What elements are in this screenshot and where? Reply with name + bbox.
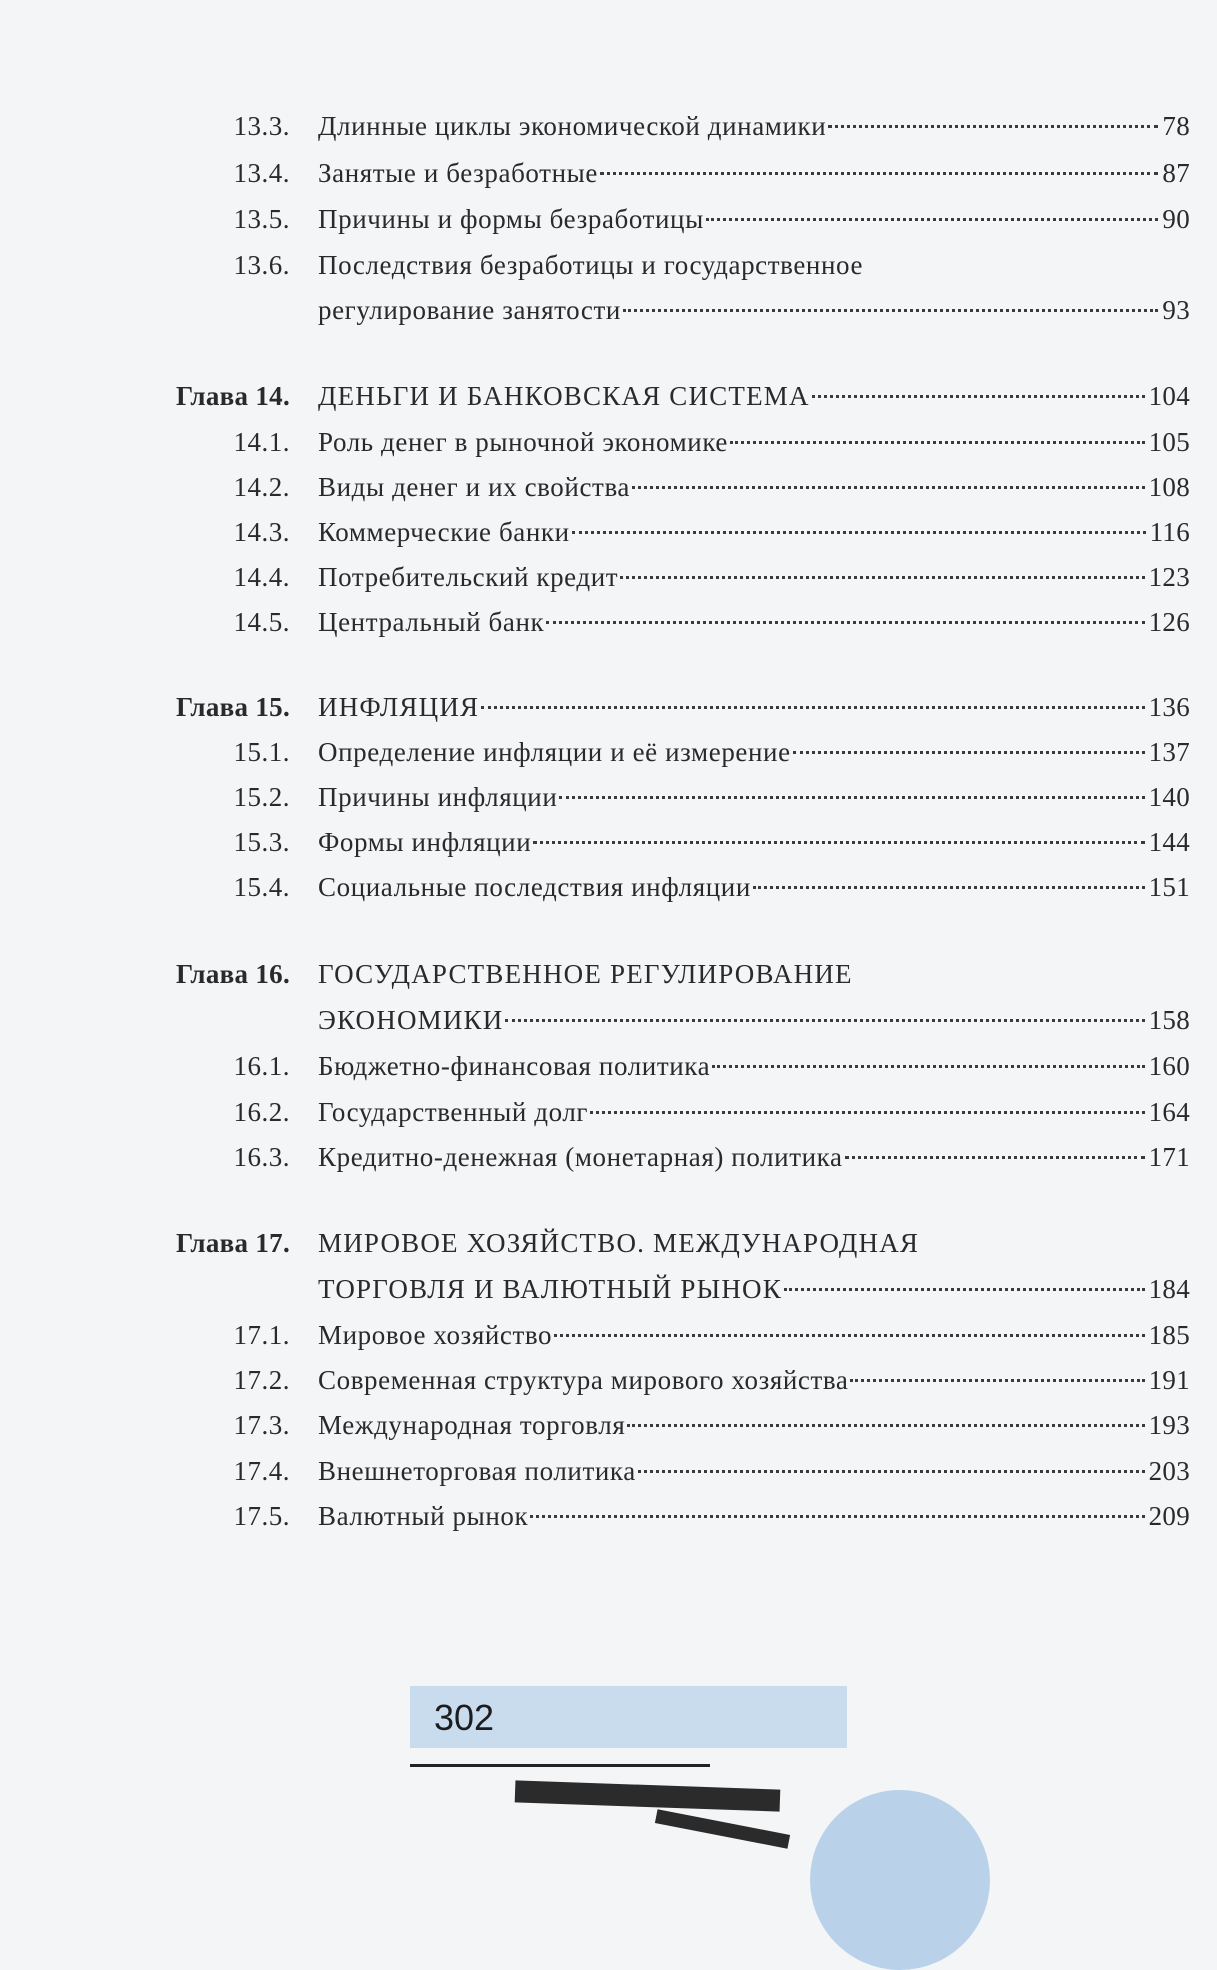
dot-leader	[600, 172, 1158, 175]
toc-entry	[0, 1405, 1217, 1445]
section-title: Государственный долг	[318, 1097, 589, 1127]
section-title: Международная торговля	[318, 1410, 626, 1440]
section-title: Мировое хозяйство	[318, 1320, 553, 1350]
page-ref: 123	[1148, 562, 1190, 592]
page-ref: 87	[1162, 158, 1190, 188]
dot-leader	[590, 1111, 1145, 1114]
toc-entry-body	[318, 822, 1190, 862]
page-ref: 160	[1148, 1051, 1190, 1081]
dot-leader	[753, 886, 1145, 889]
section-title: Длинные циклы экономической динамики	[318, 111, 827, 141]
page-ref: 203	[1148, 1456, 1190, 1486]
section-number: 13.3.	[233, 111, 290, 141]
dot-leader	[559, 796, 1144, 799]
dot-leader	[632, 486, 1145, 489]
page-ref: 144	[1148, 827, 1190, 857]
section-title: Коммерческие банки	[318, 517, 570, 547]
section-title: Занятые и безработные	[318, 158, 598, 188]
toc-entry-body	[318, 1405, 1190, 1445]
toc-entry-body	[318, 422, 1190, 462]
dot-leader	[554, 1334, 1144, 1337]
dot-leader	[730, 441, 1145, 444]
toc-entry-body	[318, 199, 1190, 239]
toc-entry-body	[318, 376, 1190, 416]
dot-leader	[812, 395, 1145, 398]
section-title: Бюджетно-финансовая политика	[318, 1051, 711, 1081]
section-title: Кредитно-денежная (монетарная) политика	[318, 1142, 843, 1172]
dot-leader	[533, 841, 1144, 844]
chapter-title: ГОСУДАРСТВЕННОЕ РЕГУЛИРОВАНИЕ	[318, 959, 853, 989]
section-number: 17.1.	[233, 1320, 290, 1350]
toc-entry-body	[318, 1451, 1190, 1491]
dot-leader	[850, 1379, 1144, 1382]
section-title: Формы инфляции	[318, 827, 532, 857]
toc-entry-body	[318, 245, 1190, 285]
page-ref: 191	[1148, 1365, 1190, 1395]
page-ref: 105	[1148, 427, 1190, 457]
dot-leader	[706, 218, 1159, 221]
toc-entry-body	[318, 557, 1190, 597]
dot-leader	[620, 576, 1144, 579]
page-ref: 93	[1162, 295, 1190, 325]
decorative-circle	[810, 1790, 990, 1970]
section-number: 17.5.	[233, 1501, 290, 1531]
section-number: 14.5.	[233, 607, 290, 637]
page-ref: 78	[1162, 111, 1190, 141]
toc-entry-body	[318, 1315, 1190, 1355]
toc-entry	[0, 1496, 1217, 1536]
toc-entry	[0, 245, 1217, 285]
toc-entry	[0, 777, 1217, 817]
toc-entry	[0, 512, 1217, 552]
section-number: 15.2.	[233, 782, 290, 812]
toc-entry	[0, 557, 1217, 597]
section-number: 14.4.	[233, 562, 290, 592]
page-ref: 116	[1149, 517, 1190, 547]
section-title: Виды денег и их свойства	[318, 472, 631, 502]
section-title: ТОРГОВЛЯ И ВАЛЮТНЫЙ РЫНОК	[318, 1274, 782, 1304]
section-number: 14.2.	[233, 472, 290, 502]
dot-leader	[530, 1515, 1144, 1518]
section-number: 17.2.	[233, 1365, 290, 1395]
dot-leader	[793, 751, 1145, 754]
toc-entry	[0, 1046, 1217, 1086]
chapter-number: Глава 15.	[175, 692, 290, 722]
section-title: Центральный банк	[318, 607, 545, 637]
toc-entry-body	[318, 1046, 1190, 1086]
section-number: 13.4.	[233, 158, 290, 188]
section-title: Причины и формы безработицы	[318, 204, 704, 234]
toc-entry	[0, 153, 1217, 193]
page-ref: 184	[1148, 1274, 1190, 1304]
section-title: Роль денег в рыночной экономике	[318, 427, 728, 457]
dot-leader	[481, 706, 1144, 709]
section-title: Современная структура мирового хозяйства	[318, 1365, 849, 1395]
toc-entry-body	[318, 290, 1190, 330]
section-number: 15.1.	[233, 737, 290, 767]
section-title: Причины инфляции	[318, 782, 558, 812]
toc-entry	[0, 1137, 1217, 1177]
chapter-number: Глава 16.	[175, 959, 290, 989]
toc-entry-body	[318, 602, 1190, 642]
toc-entry-body	[318, 106, 1190, 146]
section-number: 16.2.	[233, 1097, 290, 1127]
section-number: 15.3.	[233, 827, 290, 857]
dot-leader	[845, 1156, 1145, 1159]
page-ref: 108	[1148, 472, 1190, 502]
dot-leader	[572, 531, 1146, 534]
page-ref: 137	[1148, 737, 1190, 767]
toc-entry	[0, 1092, 1217, 1132]
dot-leader	[638, 1470, 1145, 1473]
section-title: Валютный рынок	[318, 1501, 529, 1531]
footer-rule	[410, 1764, 710, 1767]
toc-entry-body	[318, 153, 1190, 193]
page-ref: 104	[1148, 381, 1190, 411]
toc-entry	[0, 1360, 1217, 1400]
page-ref: 193	[1148, 1410, 1190, 1440]
chapter-title: ИНФЛЯЦИЯ	[318, 692, 480, 722]
section-number: 16.3.	[233, 1142, 290, 1172]
toc-entry-body	[318, 1269, 1190, 1309]
dot-leader	[712, 1065, 1144, 1068]
section-number: 17.3.	[233, 1410, 290, 1440]
toc-entry	[0, 1451, 1217, 1491]
toc-entry-body	[318, 732, 1190, 772]
toc-entry	[0, 1000, 1217, 1040]
toc-entry	[0, 1223, 1217, 1263]
chapter-number: Глава 17.	[175, 1228, 290, 1258]
section-title: Внешнеторговая политика	[318, 1456, 636, 1486]
section-title: регулирование занятости	[318, 295, 621, 325]
page-number: 302	[434, 1697, 495, 1738]
toc-entry	[0, 822, 1217, 862]
toc-entry	[0, 602, 1217, 642]
section-number: 17.4.	[233, 1456, 290, 1486]
toc-entry-body	[318, 1092, 1190, 1132]
toc-entry-body	[318, 1000, 1190, 1040]
toc-entry	[0, 199, 1217, 239]
page-ref: 136	[1148, 692, 1190, 722]
toc-entry-body	[318, 467, 1190, 507]
section-title: Определение инфляции и её измерение	[318, 737, 791, 767]
toc-entry-body	[318, 1360, 1190, 1400]
toc-entry	[0, 687, 1217, 727]
page-ref: 209	[1148, 1501, 1190, 1531]
page-ref: 126	[1148, 607, 1190, 637]
toc-entry	[0, 376, 1217, 416]
toc-entry-body	[318, 777, 1190, 817]
decorative-bar	[515, 1780, 781, 1811]
chapter-title: МИРОВОЕ ХОЗЯЙСТВО. МЕЖДУНАРОДНАЯ	[318, 1228, 920, 1258]
section-number: 13.6.	[233, 250, 290, 280]
section-title: ЭКОНОМИКИ	[318, 1005, 504, 1035]
toc-entry	[0, 106, 1217, 146]
section-title: Социальные последствия инфляции	[318, 872, 751, 902]
toc-entry	[0, 422, 1217, 462]
toc-entry-body	[318, 687, 1190, 727]
chapter-number: Глава 14.	[175, 381, 290, 411]
section-title: Потребительский кредит	[318, 562, 619, 592]
toc-entry-body	[318, 867, 1190, 907]
chapter-title: ДЕНЬГИ И БАНКОВСКАЯ СИСТЕМА	[318, 381, 810, 411]
dot-leader	[828, 125, 1158, 128]
section-number: 16.1.	[233, 1051, 290, 1081]
toc-entry	[0, 867, 1217, 907]
section-number: 15.4.	[233, 872, 290, 902]
section-number: 14.3.	[233, 517, 290, 547]
page-ref: 185	[1148, 1320, 1190, 1350]
toc-entry-body	[318, 1223, 1190, 1263]
toc-entry	[0, 467, 1217, 507]
section-number: 13.5.	[233, 204, 290, 234]
dot-leader	[784, 1288, 1145, 1291]
toc-entry-body	[318, 1137, 1190, 1177]
page-ref: 164	[1148, 1097, 1190, 1127]
toc-entry	[0, 290, 1217, 330]
page-ref: 140	[1148, 782, 1190, 812]
toc-entry-body	[318, 1496, 1190, 1536]
toc-entry	[0, 1315, 1217, 1355]
page-ref: 158	[1148, 1005, 1190, 1035]
decorative-bar-small	[655, 1809, 790, 1849]
toc-entry-body	[318, 954, 1190, 994]
toc-entry	[0, 1269, 1217, 1309]
toc-entry	[0, 732, 1217, 772]
dot-leader	[623, 309, 1158, 312]
toc-entry	[0, 954, 1217, 994]
page-ref: 151	[1148, 872, 1190, 902]
toc-entry-body	[318, 512, 1190, 552]
dot-leader	[505, 1019, 1144, 1022]
page-ref: 171	[1148, 1142, 1190, 1172]
dot-leader	[546, 621, 1144, 624]
page-ref: 90	[1162, 204, 1190, 234]
dot-leader	[627, 1424, 1144, 1427]
section-title: Последствия безработицы и государственное	[318, 250, 864, 280]
section-number: 14.1.	[233, 427, 290, 457]
